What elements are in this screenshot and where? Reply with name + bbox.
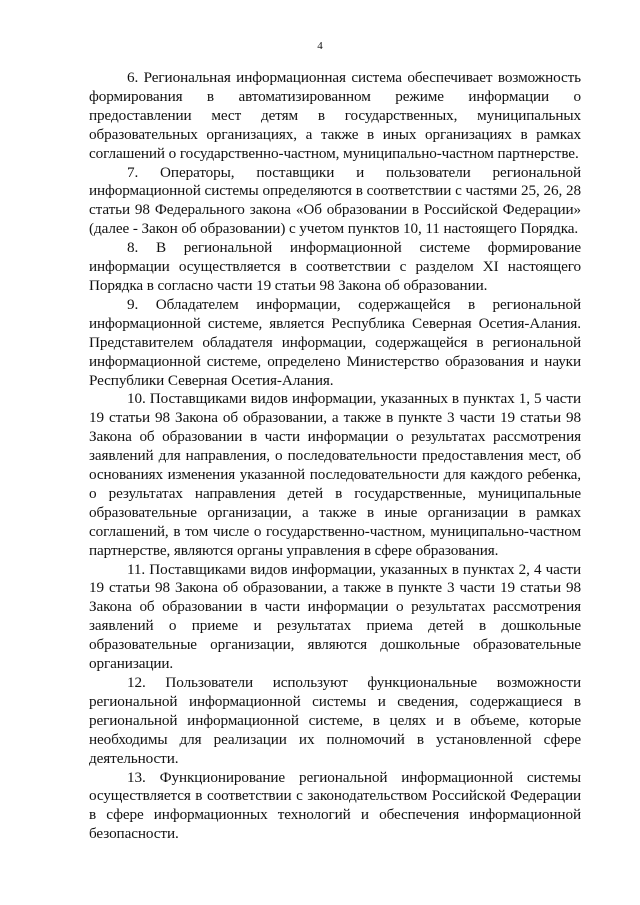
paragraph-13: 13. Функционирование региональной информационной системы осуществляется в соответствии с законодательством Российской Федерации в сфере информационных технологий и обеспечения информационной безопасности. [89,768,581,843]
paragraph-11: 11. Поставщиками видов информации, указанных в пунктах 2, 4 части 19 статьи 98 Закона об образовании, а также в пункте 3 части 19 статьи 98 Закона об образовании в части информации о результатах рассмотрения заявлений о приеме и результатах приема детей в дошкольные образовательные организации, являются дошкольные образовательные организации. [89,560,581,673]
page-number: 4 [317,40,323,52]
document-body [89,69,581,844]
paragraph-6: 6. Региональная информационная система обеспечивает возможность формирования в автоматизированном режиме информации о предоставлении мест детям в государственных, муниципальных образовательных организациях, а также в иных организациях в рамках соглашений о государственно-частном, муниципально-частном партнерстве. [89,69,581,162]
paragraph-12: 12. Пользователи используют функциональные возможности региональной информационной системы и сведения, содержащиеся в региональной информационной системе, в целях и в объеме, которые необходимы для реализации их полномочий в установленной сфере деятельности. [89,674,581,767]
paragraph-7: 7. Операторы, поставщики и пользователи региональной информационной системы определяются в соответствии с частями 25, 26, 28 статьи 98 Федерального закона «Об образовании в Российской Федерации» (далее - Закон об образовании) с учетом пунктов 10, 11 настоящего Порядка. [89,163,581,238]
paragraph-9: 9. Обладателем информации, содержащейся в региональной информационной системе, является Республика Северная Осетия-Алания. Представителем обладателя информации, содержащейся в региональной информационной системе, определено Министерство образования и науки Республики Северная Осетия-Алания. [89,295,581,389]
paragraph-10: 10. Поставщиками видов информации, указанных в пунктах 1, 5 части 19 статьи 98 Закона об образовании, а также в пункте 3 части 19 статьи 98 Закона об образовании в части информации о результатах рассмотрения заявлений для направления, о последовательности предоставления мест, об основаниях изменения указанной последовательности для каждого ребенка, о результатах направления детей в государственные, муниципальные образовательные организации, а также в иные организации в рамках соглашений, в том числе о государственно-частном, муниципально-частном партнерстве, являются органы управления в сфере образования. [89,390,581,559]
paragraph-8: 8. В региональной информационной системе формирование информации осуществляется в соответствии с разделом XI настоящего Порядка в согласно части 19 статьи 98 Закона об образовании. [89,239,581,294]
